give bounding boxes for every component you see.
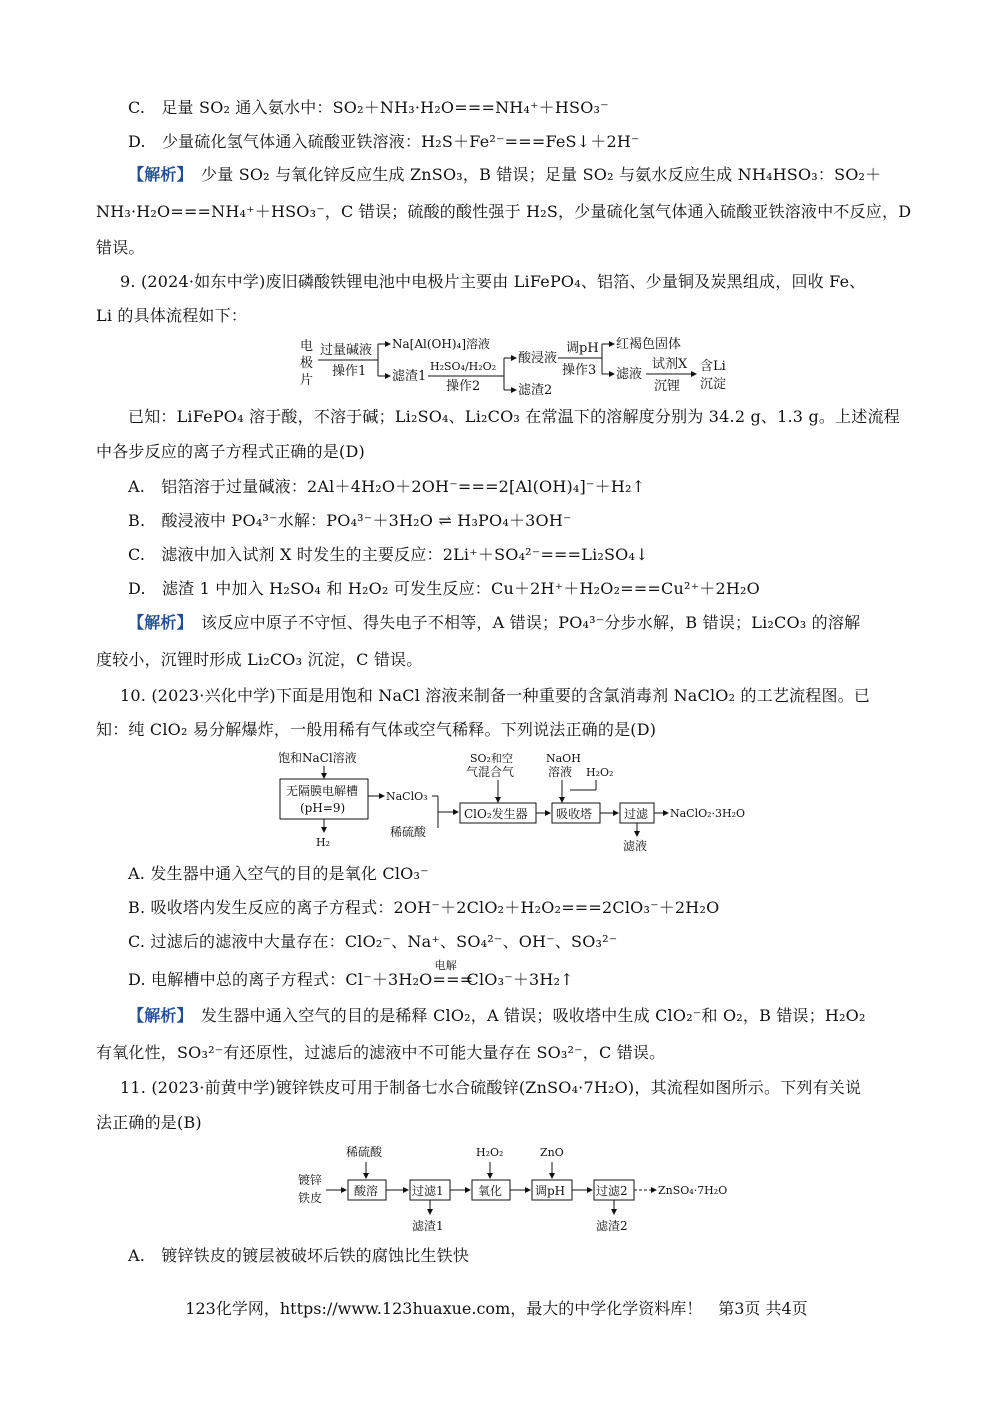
flow-h2o2: H₂O₂ [586,766,614,779]
flow-residue1: 滤渣1 [412,1219,444,1233]
q8-option-d: D. 少量硫化氢气体通入硫酸亚铁溶液：H₂S＋Fe²⁻===FeS↓＋2H⁻ [128,132,640,151]
analysis-tag: 【解析】 [128,165,185,184]
q10-option-c: C. 过滤后的滤液中大量存在：ClO₂⁻、Na⁺、SO₄²⁻、OH⁻、SO₃²⁻ [128,932,618,951]
equation-arrow: 电解 === [433,968,467,992]
q10-option-a: A. 发生器中通入空气的目的是氧化 ClO₃⁻ [128,864,429,883]
q8-option-c: C. 足量 SO₂ 通入氨水中：SO₂＋NH₃·H₂O===NH₄⁺＋HSO₃⁻ [128,98,609,117]
q8-analysis-line2: NH₃·H₂O===NH₄⁺＋HSO₃⁻，C 错误；硫酸的酸性强于 H₂S，少量硫化氢气体通入硫酸亚铁溶液中不反应，D [96,202,912,221]
flow-start-char2: 极 [300,356,314,371]
flow-op4: 沉锂 [654,379,681,394]
flow-cell-line1: 无隔膜电解槽 [286,784,359,798]
flow-reagent-x: 试剂X [652,357,688,372]
flow-residue2: 滤渣2 [518,383,553,398]
q10-stem-line1: 10. (2023·兴化中学)下面是用饱和 NaCl 溶液来制备一种重要的含氯消毒剂 NaClO₂ 的工艺流程图。已 [120,686,871,705]
q11-option-a: A. 镀锌铁皮的镀层被破坏后铁的腐蚀比生铁快 [128,1246,470,1265]
flow-filtrate: 滤液 [616,367,643,382]
flow-oxidize: 氧化 [478,1184,503,1198]
page-footer: 123化学网，https://www.123huaxue.com，最大的中学化学资料库！ 第3页 共4页 [185,1299,808,1318]
flow-absorber: 吸收塔 [556,807,593,821]
q9-analysis-line1 [128,611,860,635]
q9-analysis-line2: 度较小，沉锂时形成 Li₂CO₃ 沉淀，C 错误。 [96,650,423,669]
flow-generator: ClO₂发生器 [464,807,528,821]
flow-cell-line2: (pH=9) [300,801,346,815]
analysis-tag: 【解析】 [128,613,185,632]
flow-leach: 酸浸液 [518,351,558,366]
q10-analysis-line1 [128,1004,866,1028]
flow-gas-line1: SO₂和空 [470,752,513,765]
flow-filter: 过滤 [624,807,649,821]
flow-input: 饱和NaCl溶液 [278,751,357,765]
q9-known-line2: 中各步反应的离子方程式正确的是(D) [96,442,365,461]
flow-acid: 稀硫酸 [346,1145,383,1159]
flow-start-char3: 片 [300,373,314,388]
analysis-text: 发生器中通入空气的目的是稀释 ClO₂，A 错误；吸收塔中生成 ClO₂⁻和 O₂，B 错误；H₂O₂ [184,1006,866,1025]
q8-analysis-line1 [128,163,881,187]
flow-start-char1: 电 [300,339,314,354]
flow-start-line1: 镀锌 [298,1173,323,1187]
flow-filter1: 过滤1 [412,1184,444,1198]
flow-adjust: 调pH [535,1184,566,1198]
flow-h2: H₂ [316,836,331,849]
flow-naoh-line2: 溶液 [548,765,573,779]
flow-naoh-line1: NaOH [546,752,581,765]
flow-product1: Na[Al(OH)₄]溶液 [392,337,490,351]
flow-start-line2: 铁皮 [298,1191,323,1205]
flow-op1: 操作1 [332,364,367,379]
flow-gas-line2: 气混合气 [466,765,515,779]
q11-stem-line2: 法正确的是(B) [96,1113,202,1132]
flow-product: ZnSO₄·7H₂O [658,1184,728,1197]
flow-acid: 稀硫酸 [390,825,427,839]
q9-option-c: C. 滤液中加入试剂 X 时发生的主要反应：2Li⁺＋SO₄²⁻===Li₂SO₄↓ [128,545,649,564]
analysis-text: 少量 SO₂ 与氧化锌反应生成 ZnSO₃，B 错误；足量 SO₂ 与氨水反应生成 NH₄HSO₃：SO₂＋ [184,165,882,184]
q9-flowchart [296,334,736,398]
flow-naclo3: NaClO₃ [386,790,428,803]
analysis-text: 该反应中原子不守恒、得失电子不相等，A 错误；PO₄³⁻分步水解，B 错误；Li₂CO₃ 的溶解 [184,613,861,632]
option-d-left: D. 电解槽中总的离子方程式：Cl⁻＋3H₂O [128,970,433,989]
q9-stem-line1: 9. (2024·如东中学)废旧磷酸铁锂电池中电极片主要由 LiFePO₄、铝箔、少量铜及炭黑组成，回收 Fe、 [120,272,866,291]
flow-op3: 操作3 [562,363,597,378]
flow-solid: 红褐色固体 [616,337,682,352]
q11-stem-line1: 11. (2023·前黄中学)镀锌铁皮可用于制备七水合硫酸锌(ZnSO₄·7H₂O)，其流程如图所示。下列有关说 [120,1078,862,1097]
flow-final-line1: 含Li [700,359,726,374]
q10-analysis-line2: 有氧化性，SO₃²⁻有还原性，过滤后的滤液中不可能大量存在 SO₃²⁻，C 错误。 [96,1043,666,1062]
flow-zno: ZnO [540,1146,564,1159]
q9-option-a: A. 铝箔溶于过量碱液：2Al＋4H₂O＋2OH⁻===2[Al(OH)₄]⁻＋H₂↑ [128,477,646,496]
flow-product: NaClO₂·3H₂O [670,807,746,820]
q10-flowchart [270,748,760,858]
analysis-tag: 【解析】 [128,1006,185,1025]
flow-h2o2: H₂O₂ [476,1146,504,1159]
q10-stem-line2: 知：纯 ClO₂ 易分解爆炸，一般用稀有气体或空气稀释。下列说法正确的是(D) [96,720,657,739]
q8-analysis-line3: 错误。 [96,238,145,257]
q10-option-b: B. 吸收塔内发生反应的离子方程式：2OH⁻＋2ClO₂＋H₂O₂===2ClO₃⁻＋2H₂O [128,898,720,917]
flow-residue1: 滤渣1 [392,369,427,384]
equation-condition: 电解 [434,959,457,972]
flow-op2: 操作2 [446,379,481,394]
q9-option-b: B. 酸浸液中 PO₄³⁻水解：PO₄³⁻＋3H₂O ⇌ H₃PO₄＋3OH⁻ [128,511,572,530]
q9-stem-line2: Li 的具体流程如下： [96,306,248,325]
flow-reagent2: H₂SO₄/H₂O₂ [430,360,497,373]
flow-residue2: 滤渣2 [596,1219,628,1233]
q9-known-line1: 已知：LiFePO₄ 溶于酸，不溶于碱；Li₂SO₄、Li₂CO₃ 在常温下的溶解度分别为 34.2 g、1.3 g。上述流程 [128,407,900,426]
q9-option-d: D. 滤渣 1 中加入 H₂SO₄ 和 H₂O₂ 可发生反应：Cu＋2H⁺＋H₂O₂===Cu²⁺＋2H₂O [128,579,760,598]
flow-reagent3: 调pH [566,341,599,356]
option-d-right: ClO₃⁻＋3H₂↑ [466,970,574,989]
flow-filter2: 过滤2 [596,1184,628,1198]
flow-filtrate: 滤液 [623,839,648,853]
q11-flowchart [294,1140,744,1236]
flow-final-line2: 沉淀 [700,377,727,392]
q10-option-d [128,959,574,992]
flow-dissolve: 酸溶 [354,1184,379,1198]
flow-reagent1: 过量碱液 [320,343,373,358]
